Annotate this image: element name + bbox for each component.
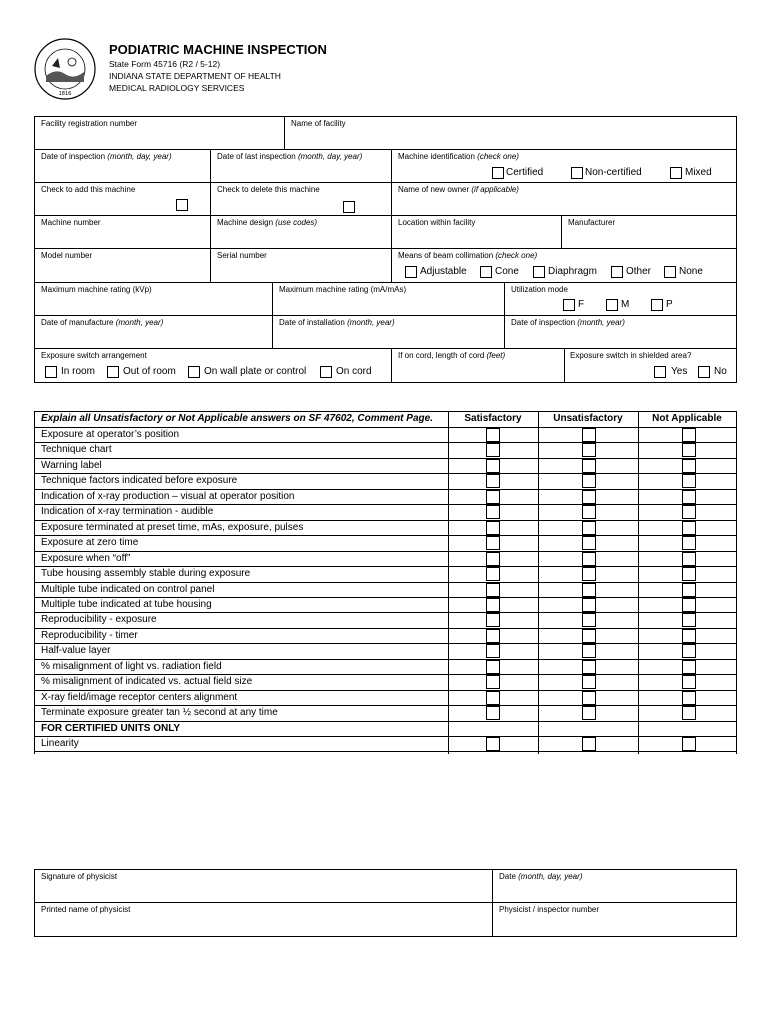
- cone-option-label: Cone: [495, 266, 519, 277]
- not-applicable-checkbox[interactable]: [682, 613, 696, 627]
- row-divider: [34, 628, 737, 629]
- unsatisfactory-checkbox[interactable]: [582, 428, 596, 442]
- row-divider: [34, 520, 737, 521]
- date-of-manufacture-label: Date of manufacture (month, year): [41, 318, 164, 327]
- checklist-item-label: Half-value layer: [41, 645, 111, 656]
- in-room-checkbox[interactable]: [45, 366, 57, 378]
- checklist-item-label: Warning label: [41, 460, 102, 471]
- machine-identification-label: Machine identification (check one): [398, 152, 519, 161]
- none-option-label: None: [679, 266, 703, 277]
- other-checkbox[interactable]: [611, 266, 623, 278]
- shielded-yes-checkbox[interactable]: [654, 366, 666, 378]
- row-divider: [34, 504, 737, 505]
- checklist-top-border: [34, 411, 737, 412]
- satisfactory-checkbox[interactable]: [486, 691, 500, 705]
- checklist-item-label: % misalignment of indicated vs. actual field size: [41, 676, 253, 687]
- unsatisfactory-checkbox[interactable]: [582, 583, 596, 597]
- form-number: State Form 45716 (R2 / 5-12): [109, 59, 221, 69]
- column-not-applicable: Not Applicable: [652, 413, 722, 424]
- manufacturer-label: Manufacturer: [568, 218, 616, 227]
- checklist-item-label: Exposure terminated at preset time, mAs, exposure, pulses: [41, 522, 304, 533]
- delete-machine-checkbox[interactable]: [343, 201, 355, 213]
- row-divider: [34, 489, 737, 490]
- row-divider: [34, 612, 737, 613]
- checklist-item-label: Indication of x-ray production – visual at operator position: [41, 491, 295, 502]
- satisfactory-checkbox[interactable]: [486, 583, 500, 597]
- cone-checkbox[interactable]: [480, 266, 492, 278]
- none-checkbox[interactable]: [664, 266, 676, 278]
- row-divider: [34, 721, 737, 722]
- date-of-last-inspection-label: Date of last inspection (month, day, year): [217, 152, 363, 161]
- not-applicable-checkbox[interactable]: [682, 706, 696, 720]
- inspector-number-label: Physicist / inspector number: [499, 905, 600, 914]
- checklist-item-label: Linearity: [41, 738, 79, 749]
- satisfactory-checkbox[interactable]: [486, 567, 500, 581]
- mode-m-label: M: [621, 299, 630, 310]
- machine-number-label: Machine number: [41, 218, 101, 227]
- mode-m-checkbox[interactable]: [606, 299, 618, 311]
- unsatisfactory-checkbox[interactable]: [582, 490, 596, 504]
- satisfactory-checkbox[interactable]: [486, 443, 500, 457]
- unsatisfactory-checkbox[interactable]: [582, 737, 596, 751]
- out-of-room-option-label: Out of room: [123, 366, 176, 377]
- date-of-installation-label: Date of installation (month, year): [279, 318, 395, 327]
- row-divider: [34, 473, 737, 474]
- not-applicable-checkbox[interactable]: [682, 474, 696, 488]
- form-title: PODIATRIC MACHINE INSPECTION: [109, 42, 327, 57]
- serial-number-label: Serial number: [217, 251, 267, 260]
- unsatisfactory-checkbox[interactable]: [582, 598, 596, 612]
- shielded-no-label: No: [714, 366, 727, 377]
- add-machine-checkbox[interactable]: [176, 199, 188, 211]
- non-certified-option-label: Non-certified: [585, 167, 642, 178]
- new-owner-label: Name of new owner (if applicable): [398, 185, 519, 194]
- checklist-item-label: X-ray field/image receptor centers alignment: [41, 692, 238, 703]
- not-applicable-checkbox[interactable]: [682, 737, 696, 751]
- satisfactory-checkbox[interactable]: [486, 474, 500, 488]
- row-divider: [34, 582, 737, 583]
- mixed-checkbox[interactable]: [670, 167, 682, 179]
- facility-name-label: Name of facility: [291, 119, 346, 128]
- division-name: MEDICAL RADIOLOGY SERVICES: [109, 83, 245, 93]
- checklist-item-label: Terminate exposure greater tan ½ second at any time: [41, 707, 278, 718]
- unsatisfactory-checkbox[interactable]: [582, 552, 596, 566]
- wall-plate-option-label: On wall plate or control: [204, 366, 307, 377]
- location-within-facility-label: Location within facility: [398, 218, 476, 227]
- non-certified-checkbox[interactable]: [571, 167, 583, 179]
- column-satisfactory: Satisfactory: [464, 413, 522, 424]
- on-cord-option-label: On cord: [336, 366, 372, 377]
- not-applicable-checkbox[interactable]: [682, 521, 696, 535]
- mode-f-label: F: [578, 299, 585, 310]
- checklist-item-label: Exposure at zero time: [41, 537, 139, 548]
- unsatisfactory-checkbox[interactable]: [582, 691, 596, 705]
- department-name: INDIANA STATE DEPARTMENT OF HEALTH: [109, 71, 281, 81]
- beam-collimation-label: Means of beam collimation (check one): [398, 251, 538, 260]
- certified-option-label: Certified: [506, 167, 544, 178]
- satisfactory-checkbox[interactable]: [486, 737, 500, 751]
- mode-p-checkbox[interactable]: [651, 299, 663, 311]
- checklist-item-label: Multiple tube indicated at tube housing: [41, 599, 212, 610]
- row-divider: [34, 551, 737, 552]
- checklist-item-label: Tube housing assembly stable during exposure: [41, 568, 251, 579]
- other-option-label: Other: [626, 266, 652, 277]
- not-applicable-checkbox[interactable]: [682, 428, 696, 442]
- shielded-no-checkbox[interactable]: [698, 366, 710, 378]
- svg-text:1816: 1816: [58, 91, 72, 97]
- delete-machine-label: Check to delete this machine: [217, 185, 320, 194]
- checklist-item-label: Technique chart: [41, 444, 112, 455]
- row-divider: [34, 705, 737, 706]
- exposure-switch-arrangement-label: Exposure switch arrangement: [41, 351, 147, 360]
- row-divider: [34, 458, 737, 459]
- satisfactory-checkbox[interactable]: [486, 644, 500, 658]
- adjustable-option-label: Adjustable: [420, 266, 467, 277]
- checklist-item-label: Exposure at operator’s position: [41, 429, 180, 440]
- cord-length-label: If on cord, length of cord (feet): [398, 351, 506, 360]
- row-divider: [34, 427, 737, 428]
- row-divider: [34, 736, 737, 737]
- mode-p-label: P: [666, 299, 673, 310]
- unsatisfactory-checkbox[interactable]: [582, 505, 596, 519]
- diaphragm-option-label: Diaphragm: [548, 266, 597, 277]
- satisfactory-checkbox[interactable]: [486, 552, 500, 566]
- satisfactory-checkbox[interactable]: [486, 706, 500, 720]
- unsatisfactory-checkbox[interactable]: [582, 706, 596, 720]
- not-applicable-checkbox[interactable]: [682, 644, 696, 658]
- state-seal-logo: [34, 38, 96, 100]
- mixed-option-label: Mixed: [685, 167, 712, 178]
- row-divider: [34, 659, 737, 660]
- satisfactory-checkbox[interactable]: [486, 490, 500, 504]
- not-applicable-checkbox[interactable]: [682, 629, 696, 643]
- not-applicable-checkbox[interactable]: [682, 567, 696, 581]
- facility-registration-number-label: Facility registration number: [41, 119, 138, 128]
- row-divider: [34, 674, 737, 675]
- shielded-yes-label: Yes: [671, 366, 688, 377]
- unsatisfactory-checkbox[interactable]: [582, 459, 596, 473]
- not-applicable-checkbox[interactable]: [682, 536, 696, 550]
- unsatisfactory-checkbox[interactable]: [582, 536, 596, 550]
- signature-date-label: Date (month, day, year): [499, 872, 583, 881]
- satisfactory-checkbox[interactable]: [486, 521, 500, 535]
- satisfactory-checkbox[interactable]: [486, 598, 500, 612]
- mode-f-checkbox[interactable]: [563, 299, 575, 311]
- checklist-item-label: Multiple tube indicated on control panel: [41, 584, 215, 595]
- adjustable-checkbox[interactable]: [405, 266, 417, 278]
- row-divider: [34, 566, 737, 567]
- row-divider: [34, 597, 737, 598]
- checklist-item-label: Reproducibility - exposure: [41, 614, 157, 625]
- on-cord-checkbox[interactable]: [320, 366, 332, 378]
- unsatisfactory-checkbox[interactable]: [582, 660, 596, 674]
- not-applicable-checkbox[interactable]: [682, 660, 696, 674]
- not-applicable-checkbox[interactable]: [682, 598, 696, 612]
- satisfactory-checkbox[interactable]: [486, 428, 500, 442]
- machine-design-label: Machine design (use codes): [217, 218, 318, 227]
- max-rating-ma-label: Maximum machine rating (mA/mAs): [279, 285, 407, 294]
- column-unsatisfactory: Unsatisfactory: [553, 413, 623, 424]
- satisfactory-checkbox[interactable]: [486, 629, 500, 643]
- model-number-label: Model number: [41, 251, 93, 260]
- signature-of-physicist-label: Signature of physicist: [41, 872, 118, 881]
- unsatisfactory-checkbox[interactable]: [582, 474, 596, 488]
- checklist-item-label: Exposure when “off”: [41, 553, 131, 564]
- add-machine-label: Check to add this machine: [41, 185, 136, 194]
- checklist-item-label: Technique factors indicated before exposure: [41, 475, 238, 486]
- satisfactory-checkbox[interactable]: [486, 536, 500, 550]
- checklist-item-label: Indication of x-ray termination - audible: [41, 506, 214, 517]
- printed-name-label: Printed name of physicist: [41, 905, 131, 914]
- not-applicable-checkbox[interactable]: [682, 691, 696, 705]
- unsatisfactory-checkbox[interactable]: [582, 443, 596, 457]
- max-rating-kvp-label: Maximum machine rating (kVp): [41, 285, 152, 294]
- utilization-mode-label: Utilization mode: [511, 285, 568, 294]
- out-of-room-checkbox[interactable]: [107, 366, 119, 378]
- satisfactory-checkbox[interactable]: [486, 675, 500, 689]
- checklist-instruction: Explain all Unsatisfactory or Not Applicable answers on SF 47602, Comment Page.: [41, 413, 433, 424]
- not-applicable-checkbox[interactable]: [682, 552, 696, 566]
- not-applicable-checkbox[interactable]: [682, 459, 696, 473]
- unsatisfactory-checkbox[interactable]: [582, 521, 596, 535]
- satisfactory-checkbox[interactable]: [486, 660, 500, 674]
- date-of-inspection-month-year-label: Date of inspection (month, year): [511, 318, 625, 327]
- unsatisfactory-checkbox[interactable]: [582, 567, 596, 581]
- satisfactory-checkbox[interactable]: [486, 613, 500, 627]
- in-room-option-label: In room: [61, 366, 95, 377]
- not-applicable-checkbox[interactable]: [682, 583, 696, 597]
- row-divider: [34, 643, 737, 644]
- wall-plate-checkbox[interactable]: [188, 366, 200, 378]
- not-applicable-checkbox[interactable]: [682, 675, 696, 689]
- unsatisfactory-checkbox[interactable]: [582, 675, 596, 689]
- row-divider: [34, 690, 737, 691]
- not-applicable-checkbox[interactable]: [682, 443, 696, 457]
- satisfactory-checkbox[interactable]: [486, 459, 500, 473]
- checklist-bottom-border: [34, 751, 737, 752]
- not-applicable-checkbox[interactable]: [682, 490, 696, 504]
- checklist-item-label: Reproducibility - timer: [41, 630, 138, 641]
- checklist-item-label: % misalignment of light vs. radiation field: [41, 661, 222, 672]
- row-divider: [34, 535, 737, 536]
- unsatisfactory-checkbox[interactable]: [582, 613, 596, 627]
- certified-checkbox[interactable]: [492, 167, 504, 179]
- unsatisfactory-checkbox[interactable]: [582, 644, 596, 658]
- not-applicable-checkbox[interactable]: [682, 505, 696, 519]
- diaphragm-checkbox[interactable]: [533, 266, 545, 278]
- row-divider: [34, 442, 737, 443]
- satisfactory-checkbox[interactable]: [486, 505, 500, 519]
- unsatisfactory-checkbox[interactable]: [582, 629, 596, 643]
- shielded-area-label: Exposure switch in shielded area?: [570, 351, 692, 360]
- date-of-inspection-label: Date of inspection (month, day, year): [41, 152, 172, 161]
- certified-units-heading: FOR CERTIFIED UNITS ONLY: [41, 723, 181, 734]
